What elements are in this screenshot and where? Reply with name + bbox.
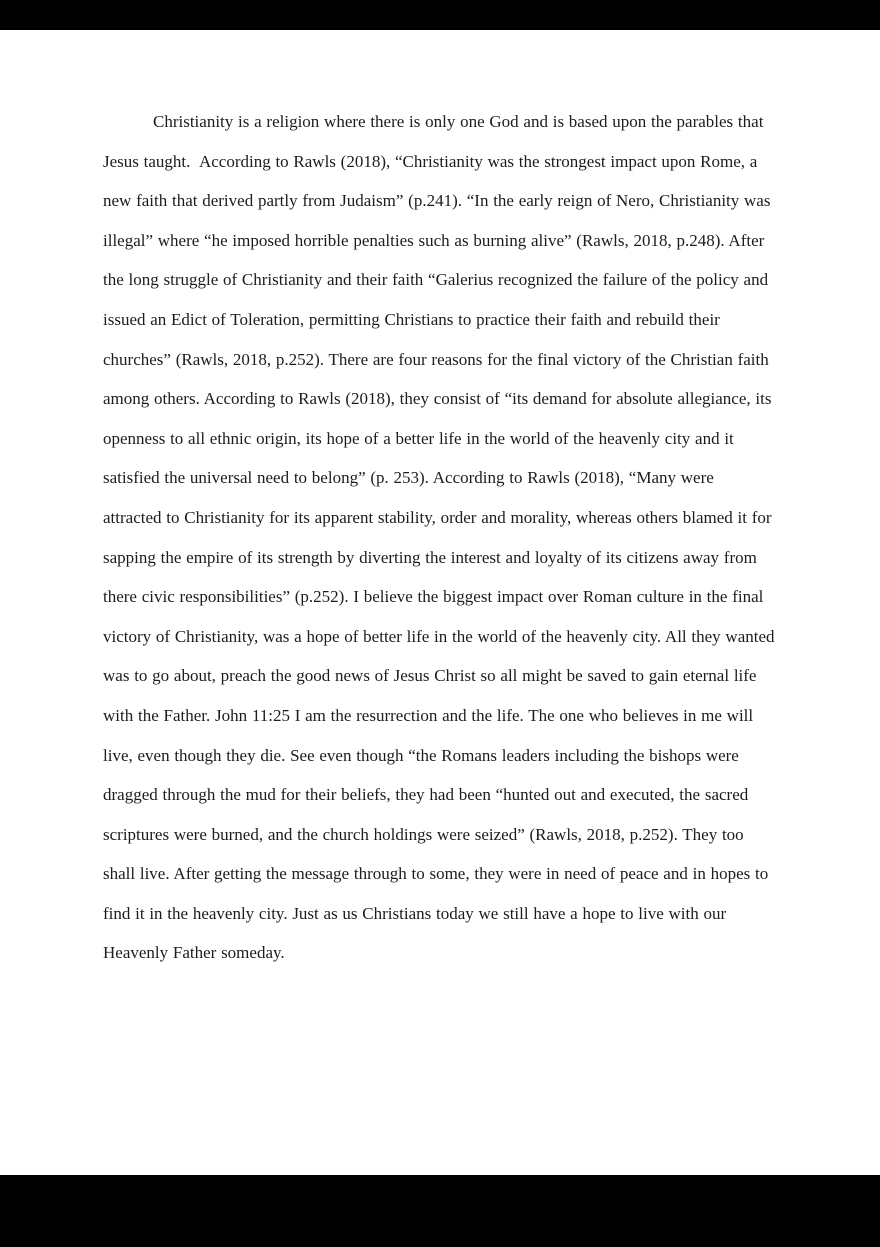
bottom-black-bar bbox=[0, 1175, 880, 1247]
essay-paragraph: Christianity is a religion where there is only one God and is based upon the parables that Jesus taught. According to Rawls (2018), “Christianity was the strongest impact upon Rome, a new faith that derived partly from Judaism” (p.241). “In the early reign of Nero, Christianity was illegal” where “he imposed horrible penalties such as burning alive” (Rawls, 2018, p.248). After the long struggle of Christianity and their faith “Galerius recognized the failure of the policy and issued an Edict of Toleration, permitting Christians to practice their faith and rebuild their churches” (Rawls, 2018, p.252). There are four reasons for the final victory of the Christian faith among others. According to Rawls (2018), they consist of “its demand for absolute allegiance, its openness to all ethnic origin, its hope of a better life in the world of the heavenly city and it satisfied the universal need to belong” (p. 253). According to Rawls (2018), “Many were attracted to Christianity for its apparent stability, order and morality, whereas others blamed it for sapping the empire of its strength by diverting the interest and loyalty of its citizens away from there civic responsibilities” (p.252). I believe the biggest impact over Roman culture in the final victory of Christianity, was a hope of better life in the world of the heavenly city. All they wanted was to go about, preach the good news of Jesus Christ so all might be saved to gain eternal life with the Father. John 11:25 I am the resurrection and the life. The one who believes in me will live, even though they die. See even though “the Romans leaders including the bishops were dragged through the mud for their beliefs, they had been “hunted out and executed, the sacred scriptures were burned, and the church holdings were seized” (Rawls, 2018, p.252). They too shall live. After getting the message through to some, they were in need of peace and in hopes to find it in the heavenly city. Just as us Christians today we still have a hope to live with our Heavenly Father someday. bbox=[103, 112, 780, 963]
top-black-bar bbox=[0, 0, 880, 30]
document-page bbox=[0, 30, 880, 1175]
